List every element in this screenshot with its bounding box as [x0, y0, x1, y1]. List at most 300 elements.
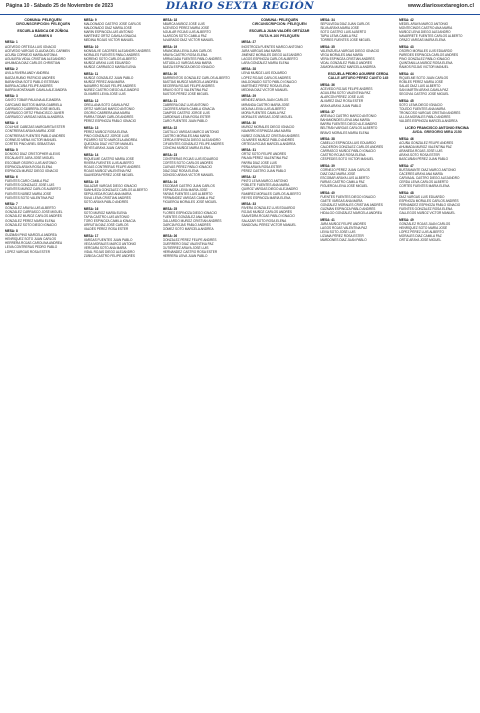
voting-table-block — [5, 94, 81, 119]
voter-name: DÍAZ VARGAS LUIS EDUARDO — [399, 195, 445, 200]
mesa-title: MESA: 19 — [162, 44, 178, 49]
voter-name: GALLARDO MUÑOZ CRISTIAN ANDRÉS — [162, 218, 222, 223]
voter-name: CORNEJO MENA VICTOR MANUEL — [5, 137, 57, 142]
voter-name: ÁVILA RIVERA ANDY ANDREA — [5, 71, 50, 76]
voting-table-block — [320, 218, 396, 243]
voter-name: ARÉVALO CASTRO MARCO ANTONIO — [320, 114, 377, 119]
voter-name: HERNÁNDEZ CASTRO ROSA ESTER — [162, 250, 218, 254]
voter-name: QUIROZ VARGAS DIEGO ALEJANDRO — [241, 187, 298, 192]
voting-table-block — [320, 191, 396, 216]
voting-table-block — [241, 94, 317, 119]
voter-name: POBLETE FUENTES ANA MARÍA — [241, 183, 290, 188]
voter-name: ORELLANA SOTO CAMILA PAZ — [83, 102, 130, 107]
voter-name: BRAVO SOTO VALENTINA PAZ — [162, 88, 208, 93]
voter-name: LÓPEZ ROJAS CARLOS ANDRÉS — [241, 75, 291, 80]
section-heading — [241, 18, 317, 27]
mesa-title: MESA: 20 — [162, 71, 178, 76]
voter-name: ESPINOZA LEIVA MARÍA JOSÉ — [162, 187, 208, 192]
mesa-title: MESA: 29 — [241, 94, 256, 99]
voter-name: AHUMADA DÍAZ CARLOS CHRISTIAN — [5, 60, 61, 65]
voting-table-block — [163, 72, 239, 97]
voting-table-block — [163, 234, 239, 259]
voter-name: MALDONADO CASTRO JOSÉ CARLOS — [83, 22, 141, 27]
mesa-title: MESA: 23 — [162, 152, 178, 157]
voter-name: FUENTES GONZÁLEZ ANA MARÍA — [162, 214, 213, 219]
section-title: LICEO FRANCISCO ANTONIO ENCINA — [405, 125, 469, 130]
voter-name: BAHAMONDES LEIVA ANA MARÍA — [320, 118, 370, 123]
text-column — [163, 18, 239, 710]
voter-name: GONZÁLEZ PÉREZ FELIPE ANDRÉS — [162, 237, 217, 242]
voter-name: CALDERÓN GONZÁLEZ CARLOS ANDRÉS — [320, 145, 384, 150]
website-url[interactable]: www.diariosextaregion.cl — [407, 3, 474, 9]
text-column — [399, 18, 475, 710]
voter-name: CAMPOS CASTRO JORGE LUIS — [162, 111, 210, 116]
voter-name: QUINTANILLA MUÑOZ ROSA ELENA — [399, 61, 453, 66]
mesa-title: MESA: 38 — [320, 137, 335, 142]
voter-name: SEPÚLVEDA DÍAZ JUAN CARLOS — [320, 22, 370, 27]
voting-table-block — [399, 72, 475, 97]
voter-name: RAMÍREZ MORALES CARLOS ALBERTO — [241, 191, 301, 196]
voter-name: TORO ESPINOZA CAMILA IGNACIA — [83, 218, 136, 223]
mesa-title: MESA: 18 — [162, 18, 178, 22]
voting-table-block — [5, 202, 81, 227]
voter-name: SAAVEDRA ROJAS PABLO IGNACIO — [241, 214, 295, 219]
mesa-title: MESA: 41 — [320, 217, 335, 222]
voter-name: ZÚÑIGA CASTRO FELIPE ANDRÉS — [83, 254, 135, 259]
masthead-title: DIARIO SEXTA REGIÓN — [165, 0, 315, 12]
voter-name: ULLOA MORALES PABLO ANDRÉS — [399, 115, 451, 120]
voter-name: SEPÚLVEDA ROJAS ANA MARÍA — [83, 192, 132, 196]
mesa-title: MESA: 32 — [241, 175, 256, 180]
voter-name: SOTO ARAYA PABLO ANDRÉS — [83, 200, 129, 205]
voter-name: SILVA ARAYA MARÍA JOSÉ — [320, 26, 359, 31]
mesa-title: MESA: 28 — [241, 67, 256, 72]
mesa-title: MESA: 13 — [83, 125, 99, 130]
section-heading — [399, 126, 475, 135]
voter-name: ESPINOZA ARAYA ROSA ELENA — [5, 164, 53, 169]
voter-name: MALDONADO SOTO PABLO IGNACIO — [241, 79, 297, 84]
mesa-title: MESA: 48 — [399, 190, 414, 195]
voter-name: MARTÍNEZ PÉREZ ROSA ELENA — [241, 83, 290, 88]
mesa-title: MESA: 45 — [399, 98, 414, 103]
voter-name: ESCOBAR ARAYA LUIS ALBERTO — [320, 176, 370, 181]
voter-name: GUZMÁN PINO MARCELA ANDREA — [5, 233, 57, 238]
section-subtitle: CIRCUNSCRIPCIÓN: PELEQUÉN — [252, 22, 307, 27]
voter-name: OPAZO VARGAS MARÍA ELENA — [399, 38, 446, 43]
section-title: ESCUELA PEDRO AGUIRRE CERDA — [328, 71, 389, 76]
voter-name: GUERRERO DÍAZ VALENTINA PAZ — [162, 241, 214, 246]
voting-table-block — [241, 202, 317, 227]
text-column — [241, 18, 317, 710]
voter-name: PIZARRO SOTO MARCELA ANDREA — [83, 138, 138, 143]
voter-name: CARO FUENTES JUAN PABLO — [162, 119, 208, 124]
voter-name: LÓPEZ PÉREZ LUIS ALBERTO — [399, 230, 444, 235]
voter-name: ACUÑA GONZÁLEZ FELIPE ANDRÉS — [399, 141, 454, 146]
mesa-title: MESA: 34 — [320, 18, 335, 22]
voter-name: ASTUDILLO VARGAS ANA MARÍA — [162, 61, 212, 66]
voter-name: ORTIZ VARGAS MARCO ANTONIO — [83, 107, 135, 112]
voter-name: CIFUENTES GONZÁLEZ FELIPE ANDRÉS — [162, 142, 224, 147]
voting-table-block — [163, 45, 239, 70]
voter-name: FARÍAS CASTRO CAMILA PAZ — [320, 180, 365, 185]
voter-name: FUENTES GONZÁLEZ JOSÉ LUIS — [5, 183, 55, 188]
mesa-title: MESA: 37 — [320, 110, 335, 115]
voter-name: CASTRO MORALES ANA MARÍA — [162, 134, 210, 138]
voter-name: GALLEGOS MUÑOZ VICTOR MANUEL — [399, 211, 456, 216]
mesa-title: MESA: 21 — [162, 98, 178, 103]
voter-name: GONZÁLEZ ARAYA LUIS ALBERTO — [5, 206, 56, 211]
mesa-title: MESA: 17 — [83, 233, 99, 238]
voter-name: CÁCERES ARAYA CAMILA IGNACIA — [162, 107, 215, 112]
voter-name: VALDÉS PÉREZ ROSA ESTER — [83, 227, 129, 232]
voter-name: GUTIÉRREZ ARAYA JOSÉ LUIS — [162, 245, 209, 250]
voting-table-block — [320, 137, 396, 162]
voting-table-block — [320, 83, 396, 108]
voter-name: CARCAMO BUSTOS MARÍA GABRIELA — [5, 102, 63, 107]
mesa-title: MESA: 26 — [162, 233, 178, 238]
voting-table-block — [320, 110, 396, 135]
voter-name: FLORES ESPINOZA DIEGO IGNACIO — [162, 210, 217, 215]
voter-name: MUÑOZ PÉREZ ANA MARÍA — [83, 80, 125, 85]
voter-name: BAEZA ESPINOZA DIEGO IGNACIO — [162, 65, 215, 70]
voter-name: ESCOBAR CASTRO JUAN CARLOS — [162, 183, 215, 188]
section-heading — [5, 29, 81, 38]
voter-name: CARRASCO VARGAS NATALIA ANDREA — [5, 114, 64, 119]
voter-name: PÉREZ MUÑOZ ROSA ELENA — [83, 129, 128, 134]
voting-table-block — [241, 148, 317, 173]
voter-name: PARRA DÍAZ JOSÉ LUIS — [241, 160, 277, 165]
section-subtitle: RUTA H-100 PELEQUÉN — [259, 33, 300, 38]
voter-name: BARRA FUENTES DIEGO ALEJANDRO — [320, 122, 378, 127]
voter-name: BASCUÑÁN PÉREZ JUAN PABLO — [399, 157, 449, 162]
voter-name: CABELLO ESPINOZA LUIS EDUARDO — [320, 141, 376, 146]
section-subtitle: AVDA. GREGORIO MIRA 2150 — [412, 130, 462, 135]
voting-table-block — [84, 207, 160, 232]
voter-name: CONCHA MUÑOZ MARÍA ELENA — [162, 146, 211, 151]
voter-name: NÚÑEZ CASTRO DIEGO ALEJANDRO — [83, 88, 140, 93]
voter-name: CONTRERAS ARAYA MARÍA JOSÉ — [5, 129, 56, 134]
mesa-title: MESA: 11 — [83, 71, 99, 76]
voter-name: ARAYA CASTRO ROSA ELENA — [162, 53, 208, 58]
voter-name: MUÑOZ ARAYA LUIS EDUARDO — [83, 61, 131, 66]
voter-name: REYES ARAYA JUAN CARLOS — [83, 146, 129, 151]
voting-table-block — [163, 18, 239, 43]
voter-name: DONOSO ARAYA VICTOR MANUEL — [162, 173, 214, 178]
voting-table-block — [84, 18, 160, 43]
voter-name: TORRES FUENTES JOSÉ MIGUEL — [320, 38, 371, 43]
voter-name: LARA GONZÁLEZ MARÍA ELENA — [241, 60, 290, 65]
voter-name: MUÑOZ LEIVA DIEGO ALEJANDRO — [399, 30, 451, 35]
voter-name: DÍAZ DÍAZ ROSA ELENA — [162, 169, 199, 174]
mesa-title: MESA: 33 — [241, 202, 256, 207]
voter-name: CARVAJAL CASTRO DIEGO ALEJANDRO — [399, 176, 460, 181]
voting-table-block — [241, 67, 317, 92]
voter-name: MIRANDA CASTRO MARÍA JOSÉ — [241, 102, 290, 107]
mesa-title: MESA: 10 — [83, 44, 99, 49]
voter-name: MOLINA LEIVA LUIS ALBERTO — [241, 106, 286, 111]
voter-name: GAETE VARGAS ANA MARÍA — [320, 199, 363, 204]
voting-table-block — [241, 40, 317, 65]
voter-name: ESCOBAR OSORIO LUIS ANTONIO — [5, 160, 57, 165]
mesa-title: MESA: 30 — [241, 121, 256, 126]
voter-name: MUÑOZ CARRASCO MARÍA ELENA — [83, 65, 136, 70]
voter-name: NÚÑEZ GONZÁLEZ CRISTIAN ANDRÉS — [241, 133, 300, 138]
voter-name: OLIVARES LEIVA JOSÉ LUIS — [83, 92, 126, 97]
voting-table-block — [84, 72, 160, 97]
voter-name: ESPINOZA MUÑOZ DIEGO IGNACIO — [5, 168, 59, 173]
page-header — [0, 0, 480, 15]
voter-name: TAPIA CASTRO LUIS ANTONIO — [83, 214, 130, 219]
mesa-title: MESA: 6 — [5, 175, 18, 180]
voter-name: VIDAL ROJAS DIEGO ALEJANDRO — [83, 250, 135, 254]
voter-name: ROJAS MUÑOZ CARLOS ANDRÉS — [241, 210, 292, 215]
voting-table-block — [5, 67, 81, 92]
voter-name: NAVARRO ROJAS FELIPE ANDRÉS — [83, 84, 136, 89]
voter-name: ACEVEDO VARGAS CLAUDIA DEL CARMEN — [5, 48, 70, 53]
mesa-title: MESA: 5 — [5, 148, 18, 153]
voter-name: ACEVEDO ROJAS FELIPE ANDRÉS — [320, 87, 373, 92]
voter-name: CONTRERAS FUENTES PABLO ANDRÉS — [5, 133, 66, 138]
voter-name: MARDONES DÍAZ JUAN PABLO — [320, 238, 367, 243]
voting-table-block — [399, 164, 475, 189]
mesa-title: MESA: 31 — [241, 148, 256, 153]
mesa-title: MESA: 24 — [162, 179, 178, 184]
voter-name: BELTRÁN VARGAS CARLOS ALBERTO — [320, 126, 378, 131]
voter-name: PALMA PÉREZ VALENTINA PAZ — [241, 156, 288, 161]
voting-table-block — [163, 153, 239, 178]
section-subtitle: CALLE ARTURO PÉREZ CANTO 145 — [328, 76, 389, 81]
voting-table-block — [84, 45, 160, 70]
voter-name: BARRA ACUÑA FELIPE ANDRÉS — [5, 83, 53, 88]
voter-name: QUEZADA DÍAZ VICTOR MANUEL — [83, 142, 134, 147]
mesa-title: MESA: 44 — [399, 71, 414, 76]
voting-table-block — [5, 175, 81, 200]
voter-name: ROBLES PÉREZ MARÍA JOSÉ — [399, 80, 443, 85]
voter-name: VALDÉS ESPINOZA MARCELA ANDREA — [399, 119, 458, 124]
voter-name: HENRÍQUEZ SOTO MARÍA JOSÉ — [399, 226, 448, 231]
voter-name: OSORIO MORALES LUIS EDUARDO — [399, 49, 453, 54]
voter-name: VEGA MORALES MARCO ANTONIO — [83, 241, 137, 246]
voter-name: PÉREZ ESPINOZA PABLO IGNACIO — [83, 119, 137, 124]
voter-name: ARRIAGADA FUENTES PABLO ANDRÉS — [162, 57, 222, 62]
voter-name: ACUÑA CORNEJO MARÍA ANTONIA — [5, 52, 58, 57]
voter-name: PAREDES ESPINOZA CARLOS ANDRÉS — [399, 53, 459, 58]
voter-name: CERDA ESPINOZA DIEGO ALEJANDRO — [162, 138, 221, 143]
voter-name: HERRERA ROJAS CAROLINA ANDREA — [5, 241, 63, 246]
voter-name: CÁCERES ARAYA ANA MARÍA — [399, 172, 443, 177]
voter-name: HERRERA LEIVA JUAN PABLO — [162, 254, 208, 259]
voter-name: PINO GONZÁLEZ PABLO IGNACIO — [399, 57, 450, 62]
voter-name: TAPIA LEIVA CAMILA PAZ — [320, 34, 358, 39]
mesa-title: MESA: 4 — [5, 121, 18, 126]
voter-name: VARGAS FUENTES JUAN PABLO — [83, 237, 133, 242]
voter-name: ARAYA SOTO ROSA ESTER — [399, 153, 440, 158]
voter-name: CARRASCO MUÑOZ PABLO IGNACIO — [320, 149, 376, 154]
mesa-title: MESA: 12 — [83, 98, 99, 103]
voter-name: BRAVO MORALES MARÍA ELENA — [320, 130, 370, 135]
voting-table-block — [399, 18, 475, 43]
voting-table-block — [163, 126, 239, 151]
voting-table-block — [320, 45, 396, 70]
voter-name: MORA FUENTES CAMILA PAZ — [241, 110, 286, 115]
voter-name: LAGOS ESPINOZA CARLOS ALBERTO — [241, 56, 298, 61]
mesa-title: MESA: 2 — [5, 67, 18, 72]
voter-name: CÁRDENAS LEIVA ROSA ESTER — [162, 115, 211, 120]
mesa-title: MESA: 3 — [5, 94, 18, 99]
section-subtitle: CARMEN II — [33, 33, 53, 38]
voter-name: AHUMADA MUÑOZ VALENTINA PAZ — [399, 145, 452, 150]
voter-name: OLIVARES MUÑOZ PABLO ANDRÉS — [241, 137, 295, 142]
voter-name: CARRASCO CABRERA JOSÉ MIGUEL — [5, 106, 61, 111]
voter-name: CORTÉS SOTO CARLOS ANDRÉS — [162, 160, 213, 165]
voter-name: JARA VARGAS ANA MARÍA — [241, 48, 281, 53]
voter-name: SANDOVAL PÉREZ VICTOR MANUEL — [241, 222, 297, 227]
voter-name: CARRASCO ORTIZ FRANCISCO JAVIER — [5, 110, 65, 115]
voter-name: ZAMORA MUÑOZ MARCELA ANDREA — [320, 65, 376, 70]
voter-name: OSORIO CABRERA ANA MARÍA — [83, 111, 131, 116]
voting-table-block — [163, 180, 239, 205]
voter-name: ORTIZ ARAYA JOSÉ MIGUEL — [399, 238, 442, 243]
voter-name: MALDONADO DÍAZ MARÍA JOSÉ — [83, 26, 132, 31]
mesa-title: MESA: 7 — [5, 202, 18, 207]
voting-table-block — [84, 99, 160, 124]
voting-table-block — [163, 207, 239, 232]
voter-name: ALARCÓN PÉREZ JOSÉ LUIS — [320, 95, 364, 100]
voter-name: CONTRERAS ROJAS LUIS EDUARDO — [162, 156, 219, 161]
voter-name: GÓMEZ SOTO MARCELA ANDREA — [162, 227, 214, 232]
mesa-title: MESA: 15 — [83, 179, 99, 184]
voter-name: REYES ESPINOZA MARÍA ELENA — [241, 195, 291, 200]
voter-name: ORTIZ SOTO FELIPE ANDRÉS — [241, 152, 287, 157]
voting-table-block — [320, 18, 396, 43]
voting-table-block — [163, 99, 239, 124]
voter-name: VERA ESPINOZA CRISTIAN ANDRÉS — [320, 57, 375, 62]
voter-name: PEÑA ARAYA ROSA ESTER — [241, 164, 282, 169]
voter-name: MARTÍNEZ ORTIZ CAMILA IGNACIA — [83, 34, 137, 39]
voter-name: JIMÉNEZ MORALES DIEGO ALEJANDRO — [241, 52, 302, 57]
voter-name: ESCALANTE JARA JOSÉ MIGUEL — [5, 156, 55, 161]
voter-name: GARCÍA ROJAS PABLO ANDRÉS — [162, 223, 211, 228]
page-date: Página 10 - Sábado 25 de Noviembre de 2023 — [6, 3, 113, 9]
voter-name: FIGUEROA MORALES JOSÉ MIGUEL — [162, 200, 218, 205]
voter-name: CORTÉS FUENTES MARÍA ELENA — [399, 184, 450, 189]
voter-name: MORALES VARGAS JOSÉ MIGUEL — [241, 114, 293, 119]
section-title: ESCUELA JUAN VALDÉS ORTÚZAR — [249, 29, 310, 34]
voter-name: SALAZAR VARGAS DIEGO IGNACIO — [83, 183, 137, 188]
voter-name: CORTÉS PINO ARIEL SEBASTIAN — [5, 141, 55, 146]
voter-name: GONZÁLEZ CARRASCO JOSÉ MIGUEL — [5, 210, 63, 215]
voter-name: DÍAZ DÍAZ MARÍA JOSÉ — [320, 172, 356, 177]
voter-name: CORNEJO PÉREZ JUAN CARLOS — [320, 168, 370, 173]
voter-name: FUENTES GONZÁLEZ ROSA ELENA — [399, 207, 453, 212]
voter-name: SOTO LEIVA DIEGO IGNACIO — [399, 102, 443, 107]
voter-name: JARA MUÑOZ FELIPE ANDRÉS — [320, 221, 367, 226]
voter-name: MEDINA DÍAZ VICTOR MANUEL — [241, 87, 289, 92]
voter-name: TOLEDO FUENTES ANA MARÍA — [399, 107, 446, 112]
voter-name: COLIHUE CABEZAS MARGARITA ESTER — [5, 125, 65, 130]
voter-name: MONSALVE CÁCERES ALEJANDRO ANDRÉS — [83, 49, 151, 54]
voter-name: ARAYA ARAYA JUAN PABLO — [320, 103, 362, 108]
voter-name: MEDEL ARAYA MARCO ANTONIO — [399, 22, 449, 27]
voter-name: MORALES FUENTES PABLO ANDRÉS — [83, 53, 140, 58]
voter-name: URRUTIA DÍAZ JOSÉ CARLOS — [83, 223, 129, 228]
section-title: COMUNA: PELEQUÉN — [260, 18, 298, 22]
voter-name: MÉNDEZ ARAYA JUAN CARLOS — [241, 98, 289, 103]
voter-name: LAGOS ROJAS VALENTINA PAZ — [320, 226, 368, 231]
voter-name: AGUILERA SOTO VALENTINA PAZ — [320, 91, 371, 96]
voting-table-block — [5, 40, 81, 65]
voter-name: FERNÁNDEZ VARGAS CAMILA PAZ — [162, 196, 215, 201]
section-subtitle: CIRCUNSCRIPCIÓN: PELEQUÉN — [15, 22, 71, 27]
voter-name: CABRERA DÍAZ LUIS ANTONIO — [162, 102, 209, 107]
voter-name: AGUILAR ROJAS LUIS ALBERTO — [162, 30, 211, 35]
voter-name: ARANCIBIA LEIVA JUAN CARLOS — [162, 49, 212, 54]
voter-name: HENRÍQUEZ SOTO JUAN CARLOS — [5, 237, 57, 242]
voter-name: LEIVA MUÑOZ LUIS EDUARDO — [241, 71, 287, 76]
voting-table-block — [241, 121, 317, 146]
voter-name: PINTO LEIVA MARCO ANTONIO — [241, 179, 288, 184]
voter-name: BAEZA RUBIO PATRICIO ANDRÉS — [5, 75, 55, 80]
voter-name: CASTILLO VARGAS MARCO ANTONIO — [162, 129, 220, 134]
voter-name: RIQUELME SOTO JUAN CARLOS — [399, 76, 449, 80]
voter-name: MARÍN ESPINOZA LUIS ANTONIO — [83, 30, 134, 35]
voter-name: BUSTOS PÉREZ JOSÉ MIGUEL — [162, 92, 209, 97]
voter-name: ALARCÓN SOTO CAMILA PAZ — [162, 34, 207, 39]
mesa-title: MESA: 35 — [320, 44, 335, 49]
voter-name: GONZÁLEZ MUÑOZ CARLOS ANDRÉS — [5, 214, 62, 219]
voter-name: FUENTES SOTO VALENTINA PAZ — [5, 195, 55, 200]
mesa-title: MESA: 36 — [320, 83, 335, 88]
voter-name: CÉSPEDES SOTO VICTOR MANUEL — [320, 157, 374, 162]
voter-name: SAN MARTÍN ARAYA CAMILA PAZ — [399, 88, 449, 93]
voter-name: PÉREZ CASTRO JUAN PABLO — [241, 168, 287, 173]
voter-list-columns — [5, 18, 475, 710]
voter-name: FARÍAS FUENTES LUIS ALBERTO — [162, 192, 213, 196]
voter-name: BARRA MONTANARI CAMILA ALEJANDRA — [5, 87, 67, 92]
voter-name: GUZMÁN ESPINOZA PABLO ANDRÉS — [320, 207, 376, 212]
voting-table-block — [399, 218, 475, 243]
voting-table-block — [84, 153, 160, 178]
voting-table-block — [399, 99, 475, 124]
voter-name: SANHUEZA GONZÁLEZ CARLOS ALBERTO — [83, 187, 148, 192]
voter-name: MORALES DÍAZ CAMILA PAZ — [399, 234, 442, 239]
voter-name: FIGUEROA LEIVA JOSÉ MIGUEL — [320, 184, 368, 189]
voter-name: BECERRA ROJAS FELIPE ANDRÉS — [162, 84, 215, 89]
voter-name: SILVA LEIVA CRISTIAN ANDRÉS — [83, 196, 131, 201]
voter-name: CUEVAS PÉREZ PABLO IGNACIO — [162, 165, 212, 170]
voter-name: LÓPEZ VARGAS ROSA ESTER — [5, 249, 50, 254]
voter-name: ACEVEDO PÉREZ MARÍA JOSÉ — [162, 26, 210, 31]
voting-table-block — [84, 180, 160, 205]
section-title: COMUNA: PELEQUÉN — [24, 18, 62, 22]
text-column — [84, 18, 160, 710]
voter-name: SEGOVIA CASTRO JOSÉ MIGUEL — [399, 92, 450, 97]
voting-table-block — [84, 234, 160, 259]
voter-name: GONZÁLEZ SOTO DIEGO IGNACIO — [5, 222, 57, 227]
voter-name: ACEVEDO ORTEGA LUIS IGNACIO — [5, 44, 57, 49]
voter-name: FUENTES NÚÑEZ MARÍA JOSÉ — [5, 191, 52, 196]
mesa-title: MESA: 14 — [83, 152, 99, 157]
voter-name: ORTEGA ROJAS MARCELA ANDREA — [241, 141, 296, 146]
voter-name: BUSTAMANTE DÍAZ MARCO ANTONIO — [399, 168, 456, 173]
voter-name: LEIVA SOTO JOSÉ LUIS — [320, 230, 356, 235]
section-heading — [320, 72, 396, 81]
voter-name: ARANEDA ROJAS JOSÉ LUIS — [399, 149, 443, 154]
voter-name: AGUILERA VIDAL CRISTIAN ALEJANDRO — [5, 56, 66, 61]
voter-name: CASTRO ROJAS ROSA ELENA — [320, 153, 366, 158]
voter-name: SALAZAR SOTO ROSA ELENA — [241, 218, 287, 223]
voter-name: FERNÁNDEZ ESPINOZA PABLO IGNACIO — [399, 203, 461, 208]
